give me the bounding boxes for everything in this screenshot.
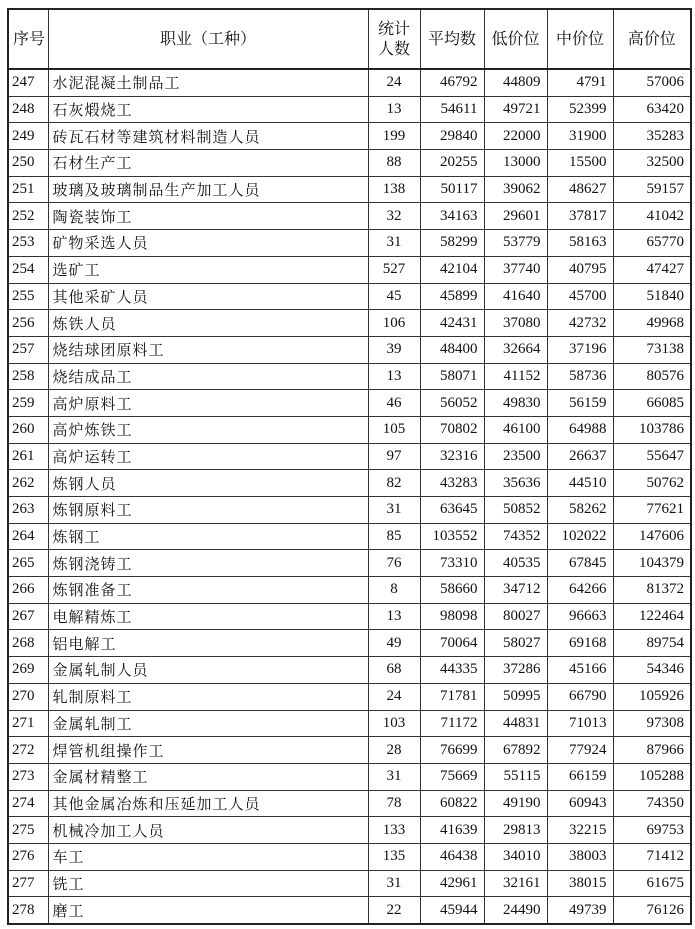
seq-cell: 278 <box>8 897 48 924</box>
seq-cell: 251 <box>8 176 48 203</box>
count-cell: 133 <box>368 817 420 844</box>
occupation-cell: 炼钢人员 <box>48 470 368 497</box>
occupation-cell: 车工 <box>48 843 368 870</box>
mid-cell: 58262 <box>547 497 613 524</box>
occupation-cell: 水泥混凝土制品工 <box>48 69 368 96</box>
header-mid: 中价位 <box>547 9 613 69</box>
average-cell: 70802 <box>420 416 484 443</box>
high-cell: 105288 <box>613 763 691 790</box>
occupation-cell: 炼钢工 <box>48 523 368 550</box>
average-cell: 42104 <box>420 256 484 283</box>
occupation-cell: 铝电解工 <box>48 630 368 657</box>
average-cell: 71172 <box>420 710 484 737</box>
occupation-cell: 选矿工 <box>48 256 368 283</box>
occupation-cell: 金属轧制工 <box>48 710 368 737</box>
low-cell: 37740 <box>484 256 547 283</box>
high-cell: 71412 <box>613 843 691 870</box>
low-cell: 29601 <box>484 203 547 230</box>
count-cell: 82 <box>368 470 420 497</box>
low-cell: 40535 <box>484 550 547 577</box>
occupation-cell: 焊管机组操作工 <box>48 737 368 764</box>
average-cell: 70064 <box>420 630 484 657</box>
header-low: 低价位 <box>484 9 547 69</box>
average-cell: 29840 <box>420 123 484 150</box>
average-cell: 75669 <box>420 763 484 790</box>
header-occupation: 职业（工种） <box>48 9 368 69</box>
seq-cell: 272 <box>8 737 48 764</box>
table-row <box>8 69 691 96</box>
table-row <box>8 416 691 443</box>
table-row <box>8 550 691 577</box>
high-cell: 66085 <box>613 390 691 417</box>
low-cell: 80027 <box>484 603 547 630</box>
average-cell: 76699 <box>420 737 484 764</box>
occupation-cell: 玻璃及玻璃制品生产加工人员 <box>48 176 368 203</box>
mid-cell: 67845 <box>547 550 613 577</box>
high-cell: 76126 <box>613 897 691 924</box>
high-cell: 147606 <box>613 523 691 550</box>
table-row <box>8 710 691 737</box>
count-cell: 13 <box>368 96 420 123</box>
occupation-cell: 石材生产工 <box>48 150 368 177</box>
mid-cell: 38003 <box>547 843 613 870</box>
low-cell: 32664 <box>484 336 547 363</box>
count-cell: 22 <box>368 897 420 924</box>
seq-cell: 252 <box>8 203 48 230</box>
seq-cell: 262 <box>8 470 48 497</box>
table-row <box>8 283 691 310</box>
header-count: 统计人数 <box>368 9 420 69</box>
mid-cell: 64266 <box>547 577 613 604</box>
high-cell: 69753 <box>613 817 691 844</box>
average-cell: 63645 <box>420 497 484 524</box>
table-row <box>8 577 691 604</box>
count-cell: 106 <box>368 310 420 337</box>
seq-cell: 275 <box>8 817 48 844</box>
low-cell: 29813 <box>484 817 547 844</box>
table-row <box>8 363 691 390</box>
mid-cell: 49739 <box>547 897 613 924</box>
average-cell: 42431 <box>420 310 484 337</box>
average-cell: 46792 <box>420 69 484 96</box>
high-cell: 63420 <box>613 96 691 123</box>
high-cell: 105926 <box>613 683 691 710</box>
occupation-cell: 高炉运转工 <box>48 443 368 470</box>
low-cell: 49190 <box>484 790 547 817</box>
high-cell: 41042 <box>613 203 691 230</box>
seq-cell: 267 <box>8 603 48 630</box>
table-row <box>8 96 691 123</box>
average-cell: 58299 <box>420 230 484 257</box>
average-cell: 73310 <box>420 550 484 577</box>
occupation-cell: 炼铁人员 <box>48 310 368 337</box>
mid-cell: 37196 <box>547 336 613 363</box>
average-cell: 56052 <box>420 390 484 417</box>
seq-cell: 277 <box>8 870 48 897</box>
table-row <box>8 470 691 497</box>
occupation-cell: 轧制原料工 <box>48 683 368 710</box>
table-row <box>8 763 691 790</box>
mid-cell: 64988 <box>547 416 613 443</box>
low-cell: 24490 <box>484 897 547 924</box>
average-cell: 43283 <box>420 470 484 497</box>
average-cell: 20255 <box>420 150 484 177</box>
seq-cell: 258 <box>8 363 48 390</box>
high-cell: 104379 <box>613 550 691 577</box>
count-cell: 24 <box>368 69 420 96</box>
seq-cell: 276 <box>8 843 48 870</box>
table-row <box>8 790 691 817</box>
mid-cell: 96663 <box>547 603 613 630</box>
low-cell: 41640 <box>484 283 547 310</box>
seq-cell: 264 <box>8 523 48 550</box>
average-cell: 50117 <box>420 176 484 203</box>
average-cell: 98098 <box>420 603 484 630</box>
high-cell: 122464 <box>613 603 691 630</box>
mid-cell: 69168 <box>547 630 613 657</box>
high-cell: 51840 <box>613 283 691 310</box>
occupation-cell: 石灰煅烧工 <box>48 96 368 123</box>
occupation-cell: 其他采矿人员 <box>48 283 368 310</box>
count-cell: 76 <box>368 550 420 577</box>
low-cell: 49721 <box>484 96 547 123</box>
count-cell: 13 <box>368 363 420 390</box>
low-cell: 32161 <box>484 870 547 897</box>
average-cell: 41639 <box>420 817 484 844</box>
high-cell: 55647 <box>613 443 691 470</box>
mid-cell: 58163 <box>547 230 613 257</box>
average-cell: 48400 <box>420 336 484 363</box>
seq-cell: 256 <box>8 310 48 337</box>
mid-cell: 60943 <box>547 790 613 817</box>
wage-table <box>7 8 692 925</box>
table-row <box>8 657 691 684</box>
low-cell: 37080 <box>484 310 547 337</box>
occupation-cell: 炼钢浇铸工 <box>48 550 368 577</box>
table-row <box>8 256 691 283</box>
low-cell: 58027 <box>484 630 547 657</box>
count-cell: 49 <box>368 630 420 657</box>
occupation-cell: 磨工 <box>48 897 368 924</box>
low-cell: 35636 <box>484 470 547 497</box>
mid-cell: 48627 <box>547 176 613 203</box>
seq-cell: 263 <box>8 497 48 524</box>
mid-cell: 102022 <box>547 523 613 550</box>
low-cell: 55115 <box>484 763 547 790</box>
occupation-cell: 炼钢准备工 <box>48 577 368 604</box>
count-cell: 78 <box>368 790 420 817</box>
mid-cell: 38015 <box>547 870 613 897</box>
mid-cell: 66159 <box>547 763 613 790</box>
low-cell: 50852 <box>484 497 547 524</box>
count-cell: 105 <box>368 416 420 443</box>
high-cell: 32500 <box>613 150 691 177</box>
count-cell: 39 <box>368 336 420 363</box>
mid-cell: 56159 <box>547 390 613 417</box>
mid-cell: 77924 <box>547 737 613 764</box>
occupation-cell: 砖瓦石材等建筑材料制造人员 <box>48 123 368 150</box>
seq-cell: 260 <box>8 416 48 443</box>
mid-cell: 45166 <box>547 657 613 684</box>
average-cell: 42961 <box>420 870 484 897</box>
table-row <box>8 203 691 230</box>
seq-cell: 259 <box>8 390 48 417</box>
table-row <box>8 817 691 844</box>
table-row <box>8 870 691 897</box>
count-cell: 8 <box>368 577 420 604</box>
header-high: 高价位 <box>613 9 691 69</box>
count-cell: 68 <box>368 657 420 684</box>
high-cell: 87966 <box>613 737 691 764</box>
low-cell: 39062 <box>484 176 547 203</box>
occupation-cell: 高炉原料工 <box>48 390 368 417</box>
high-cell: 54346 <box>613 657 691 684</box>
count-cell: 199 <box>368 123 420 150</box>
high-cell: 57006 <box>613 69 691 96</box>
high-cell: 89754 <box>613 630 691 657</box>
count-cell: 31 <box>368 763 420 790</box>
average-cell: 103552 <box>420 523 484 550</box>
low-cell: 13000 <box>484 150 547 177</box>
seq-cell: 249 <box>8 123 48 150</box>
table-row <box>8 176 691 203</box>
low-cell: 23500 <box>484 443 547 470</box>
occupation-cell: 烧结球团原料工 <box>48 336 368 363</box>
seq-cell: 274 <box>8 790 48 817</box>
high-cell: 73138 <box>613 336 691 363</box>
mid-cell: 52399 <box>547 96 613 123</box>
low-cell: 22000 <box>484 123 547 150</box>
occupation-cell: 炼钢原料工 <box>48 497 368 524</box>
count-cell: 31 <box>368 497 420 524</box>
count-cell: 138 <box>368 176 420 203</box>
occupation-cell: 其他金属冶炼和压延加工人员 <box>48 790 368 817</box>
mid-cell: 37817 <box>547 203 613 230</box>
low-cell: 41152 <box>484 363 547 390</box>
occupation-cell: 陶瓷装饰工 <box>48 203 368 230</box>
average-cell: 34163 <box>420 203 484 230</box>
header-average: 平均数 <box>420 9 484 69</box>
seq-cell: 269 <box>8 657 48 684</box>
count-cell: 31 <box>368 230 420 257</box>
mid-cell: 44510 <box>547 470 613 497</box>
seq-cell: 271 <box>8 710 48 737</box>
average-cell: 32316 <box>420 443 484 470</box>
mid-cell: 31900 <box>547 123 613 150</box>
high-cell: 77621 <box>613 497 691 524</box>
count-cell: 527 <box>368 256 420 283</box>
count-cell: 45 <box>368 283 420 310</box>
count-cell: 24 <box>368 683 420 710</box>
average-cell: 45944 <box>420 897 484 924</box>
count-cell: 13 <box>368 603 420 630</box>
average-cell: 45899 <box>420 283 484 310</box>
average-cell: 58660 <box>420 577 484 604</box>
seq-cell: 247 <box>8 69 48 96</box>
occupation-cell: 矿物采选人员 <box>48 230 368 257</box>
low-cell: 74352 <box>484 523 547 550</box>
seq-cell: 261 <box>8 443 48 470</box>
high-cell: 61675 <box>613 870 691 897</box>
occupation-cell: 铣工 <box>48 870 368 897</box>
mid-cell: 58736 <box>547 363 613 390</box>
table-row <box>8 390 691 417</box>
seq-cell: 254 <box>8 256 48 283</box>
mid-cell: 4791 <box>547 69 613 96</box>
occupation-cell: 烧结成品工 <box>48 363 368 390</box>
table-row <box>8 630 691 657</box>
table-body <box>8 69 691 924</box>
low-cell: 50995 <box>484 683 547 710</box>
table-row <box>8 336 691 363</box>
high-cell: 65770 <box>613 230 691 257</box>
table-row <box>8 230 691 257</box>
table-row <box>8 737 691 764</box>
mid-cell: 26637 <box>547 443 613 470</box>
seq-cell: 255 <box>8 283 48 310</box>
high-cell: 59157 <box>613 176 691 203</box>
table-row <box>8 443 691 470</box>
mid-cell: 15500 <box>547 150 613 177</box>
count-cell: 31 <box>368 870 420 897</box>
low-cell: 46100 <box>484 416 547 443</box>
count-cell: 46 <box>368 390 420 417</box>
mid-cell: 32215 <box>547 817 613 844</box>
table-row <box>8 523 691 550</box>
high-cell: 103786 <box>613 416 691 443</box>
seq-cell: 253 <box>8 230 48 257</box>
mid-cell: 40795 <box>547 256 613 283</box>
average-cell: 54611 <box>420 96 484 123</box>
low-cell: 34712 <box>484 577 547 604</box>
high-cell: 97308 <box>613 710 691 737</box>
table-row <box>8 150 691 177</box>
high-cell: 74350 <box>613 790 691 817</box>
mid-cell: 71013 <box>547 710 613 737</box>
seq-cell: 266 <box>8 577 48 604</box>
occupation-cell: 金属轧制人员 <box>48 657 368 684</box>
low-cell: 49830 <box>484 390 547 417</box>
average-cell: 71781 <box>420 683 484 710</box>
seq-cell: 265 <box>8 550 48 577</box>
high-cell: 81372 <box>613 577 691 604</box>
table-row <box>8 683 691 710</box>
seq-cell: 248 <box>8 96 48 123</box>
seq-cell: 268 <box>8 630 48 657</box>
high-cell: 35283 <box>613 123 691 150</box>
occupation-cell: 电解精炼工 <box>48 603 368 630</box>
mid-cell: 42732 <box>547 310 613 337</box>
seq-cell: 257 <box>8 336 48 363</box>
high-cell: 47427 <box>613 256 691 283</box>
seq-cell: 250 <box>8 150 48 177</box>
occupation-cell: 机械冷加工人员 <box>48 817 368 844</box>
average-cell: 46438 <box>420 843 484 870</box>
low-cell: 44809 <box>484 69 547 96</box>
average-cell: 58071 <box>420 363 484 390</box>
seq-cell: 270 <box>8 683 48 710</box>
low-cell: 37286 <box>484 657 547 684</box>
header-seq: 序号 <box>8 9 48 69</box>
count-cell: 103 <box>368 710 420 737</box>
high-cell: 49968 <box>613 310 691 337</box>
count-cell: 88 <box>368 150 420 177</box>
table-row <box>8 497 691 524</box>
high-cell: 50762 <box>613 470 691 497</box>
occupation-cell: 金属材精整工 <box>48 763 368 790</box>
count-cell: 32 <box>368 203 420 230</box>
seq-cell: 273 <box>8 763 48 790</box>
occupation-cell: 高炉炼铁工 <box>48 416 368 443</box>
table-row <box>8 897 691 924</box>
table-row <box>8 603 691 630</box>
low-cell: 67892 <box>484 737 547 764</box>
mid-cell: 66790 <box>547 683 613 710</box>
low-cell: 53779 <box>484 230 547 257</box>
count-cell: 97 <box>368 443 420 470</box>
low-cell: 44831 <box>484 710 547 737</box>
count-cell: 28 <box>368 737 420 764</box>
average-cell: 44335 <box>420 657 484 684</box>
mid-cell: 45700 <box>547 283 613 310</box>
table-row <box>8 843 691 870</box>
average-cell: 60822 <box>420 790 484 817</box>
count-cell: 85 <box>368 523 420 550</box>
table-row <box>8 310 691 337</box>
header-row <box>8 9 691 69</box>
table-row <box>8 123 691 150</box>
low-cell: 34010 <box>484 843 547 870</box>
count-cell: 135 <box>368 843 420 870</box>
high-cell: 80576 <box>613 363 691 390</box>
